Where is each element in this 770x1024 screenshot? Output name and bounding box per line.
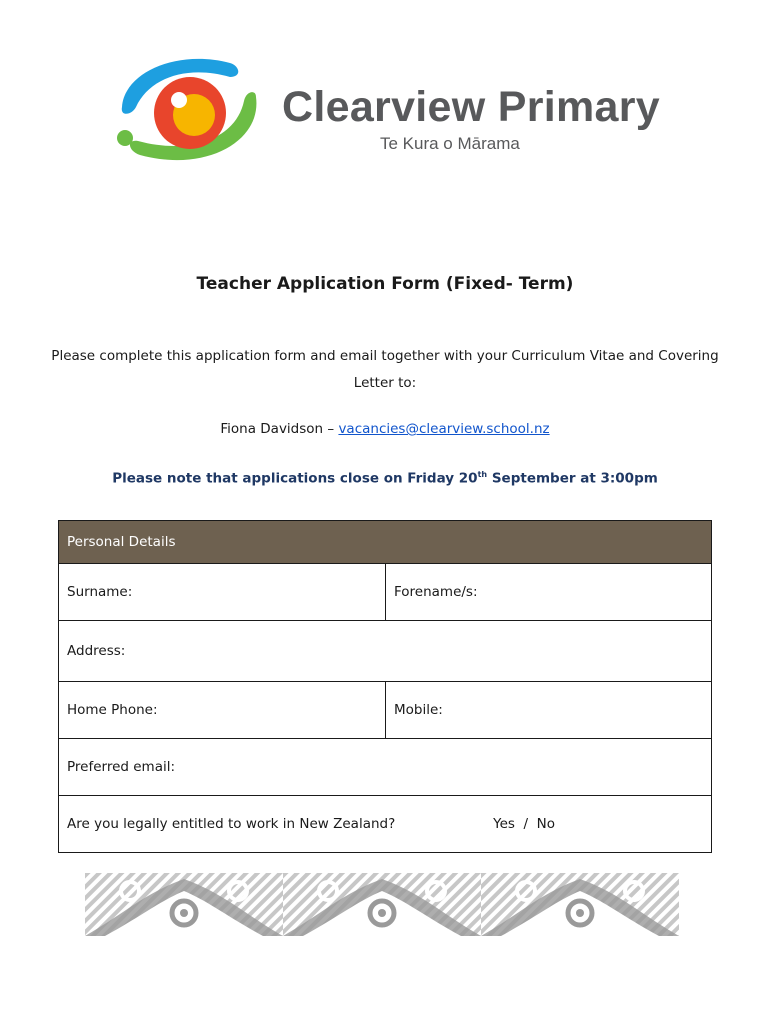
eye-logo-icon	[110, 55, 270, 175]
deadline-note-before: Please note that applications close on Friday 20	[112, 470, 478, 487]
page-title: Teacher Application Form (Fixed- Term)	[196, 274, 574, 294]
deadline-note-after: September at 3:00pm	[487, 470, 658, 487]
mobile-field[interactable]	[385, 682, 711, 738]
form-row-names	[59, 563, 711, 620]
surname-label: Surname:	[67, 584, 133, 600]
form-row-phones	[59, 681, 711, 738]
deadline-note-superscript: th	[477, 470, 488, 479]
home-phone-label: Home Phone:	[67, 702, 158, 718]
school-logo	[110, 55, 670, 175]
address-field[interactable]	[59, 621, 711, 681]
form-row-address	[59, 620, 711, 681]
contact-line	[0, 421, 770, 437]
intro-text: Please complete this application form and email together with your Curriculum Vitae and Covering Letter to:	[51, 348, 719, 391]
email-label: Preferred email:	[67, 759, 176, 775]
form-header-row	[59, 521, 711, 563]
school-subtitle: Te Kura o Mārama	[380, 134, 520, 153]
forename-field[interactable]	[385, 564, 711, 620]
contact-email-link[interactable]: vacancies@clearview.school.nz	[338, 421, 550, 437]
mobile-label: Mobile:	[394, 702, 443, 718]
forename-label: Forename/s:	[394, 584, 478, 600]
address-label: Address:	[67, 643, 126, 659]
entitlement-question: Are you legally entitled to work in New Zealand?	[67, 816, 396, 832]
school-name: Clearview Primary	[282, 83, 660, 131]
contact-name: Fiona Davidson –	[220, 421, 339, 437]
form-header: Personal Details	[67, 534, 176, 550]
form-row-entitlement	[59, 795, 711, 852]
home-phone-field[interactable]	[59, 682, 385, 738]
personal-details-form	[58, 520, 712, 853]
deadline-note	[0, 470, 770, 487]
form-row-email	[59, 738, 711, 795]
surname-field[interactable]	[59, 564, 385, 620]
entitlement-yes-no[interactable]: Yes / No	[493, 816, 555, 832]
kowhaiwhai-pattern-icon	[85, 873, 681, 936]
email-field[interactable]	[59, 739, 711, 795]
entitlement-field	[59, 796, 711, 852]
